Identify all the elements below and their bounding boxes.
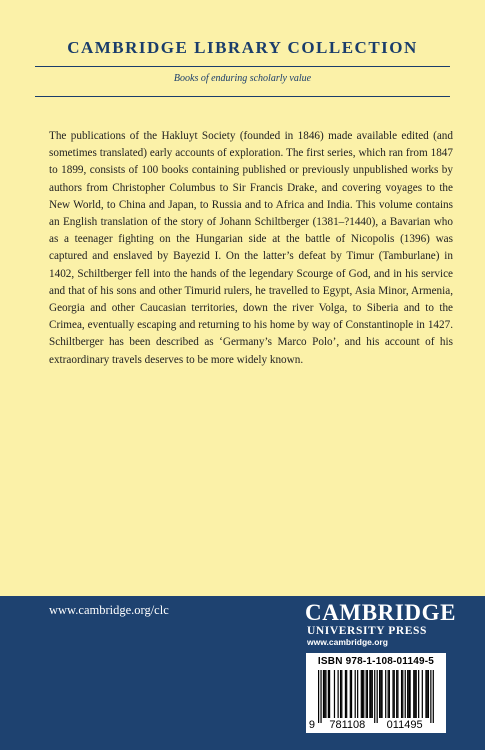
barcode-bar xyxy=(361,670,362,718)
barcode-bar xyxy=(397,670,398,718)
barcode-bar xyxy=(346,670,347,718)
barcode-bar xyxy=(427,670,428,718)
barcode-bar xyxy=(414,670,415,718)
barcode-bar xyxy=(418,670,419,718)
publisher-website-link[interactable]: www.cambridge.org xyxy=(307,637,388,647)
barcode-digit-group: 9 xyxy=(308,719,315,731)
barcode-bar xyxy=(324,670,325,718)
barcode-bar xyxy=(341,670,342,718)
series-tagline: Books of enduring scholarly value xyxy=(173,73,312,84)
barcode-bar xyxy=(389,670,390,718)
barcode-bar xyxy=(363,670,364,718)
barcode-bar xyxy=(338,670,339,718)
barcode-bar xyxy=(350,670,351,718)
barcode-bar xyxy=(433,670,434,723)
barcode-bar xyxy=(318,670,319,723)
barcode-bar xyxy=(416,670,417,718)
barcode-bar xyxy=(369,670,370,718)
barcode-bar xyxy=(355,670,356,718)
barcode-bar xyxy=(380,670,381,718)
barcode-bar xyxy=(425,670,426,718)
barcode-bar xyxy=(407,670,408,718)
barcode-bar xyxy=(405,670,406,718)
barcode-bar xyxy=(396,670,397,718)
series-website-link[interactable]: www.cambridge.org/clc xyxy=(49,603,169,617)
barcode-bar xyxy=(430,670,431,723)
barcode-bar xyxy=(388,670,389,718)
barcode-bar xyxy=(328,670,329,718)
bottom-divider xyxy=(35,96,450,97)
cambridge-university-press-logo xyxy=(305,600,457,647)
barcode-bar xyxy=(351,670,352,718)
top-divider xyxy=(35,66,450,67)
barcode-bar xyxy=(357,670,358,718)
logo-wordmark: CAMBRIDGE xyxy=(305,600,457,625)
barcode-bar xyxy=(381,670,382,718)
barcode-bar xyxy=(379,670,380,718)
isbn-label: ISBN 978-1-108-01149-5 xyxy=(317,656,435,667)
barcode-bar xyxy=(408,670,409,718)
barcode-bar xyxy=(377,670,378,723)
barcode-bar xyxy=(374,670,375,723)
barcode-bar xyxy=(334,670,335,718)
barcode-bar xyxy=(320,670,321,723)
series-title: CAMBRIDGE LIBRARY COLLECTION xyxy=(67,38,418,57)
barcode-bar xyxy=(370,670,371,718)
barcode-bar xyxy=(325,670,326,718)
isbn-barcode-panel xyxy=(306,653,446,733)
barcode-digit-group: 011495 xyxy=(386,719,423,731)
barcode-bar xyxy=(329,670,330,718)
barcode-graphic xyxy=(306,668,446,733)
barcode-bar xyxy=(402,670,403,718)
book-description: The publications of the Hakluyt Society (founded in 1846) made available edited (and sometimes translated) early accounts of exploration. The first series, which ran from 1847 to 1899, consists of 100 books containing published or previously unpublished works by authors from Christopher Columbus to Sir Francis Drake, and covering voyages to the New World, to China and Japan, to Russia and to Africa and India. This volume contains an English translation of the story of Johann Schiltberger (1381–?1440), a Bavarian who as a teenager fighting on the Hungarian side at the battle of Nicopolis (1396) was captured and enslaved by Bayezid I. On the latter’s defeat by Timur (Tamburlane) in 1402, Schiltberger fell into the hands of the legendary Scourge of God, and in his service and that of his sons and other Timurid rulers, he travelled to Egypt, Asia Minor, Armenia, Georgia and other Caucasian territories, down the river Volga, to Siberia and to the Crimea, eventually escaping and returning to his home by way of Constantinople in 1427. Schiltberger has been described as ‘Germany’s Marco Polo’, and his account of his extraordinary travels deserves to be more widely known. xyxy=(49,130,453,366)
barcode-bar xyxy=(367,670,368,718)
logo-subtitle: UNIVERSITY PRESS xyxy=(307,625,428,637)
barcode-bar xyxy=(385,670,386,718)
barcode-bar xyxy=(392,670,393,718)
barcode-bar xyxy=(323,670,324,718)
barcode-bar xyxy=(428,670,429,718)
barcode-bar xyxy=(362,670,363,718)
barcode-bar xyxy=(422,670,423,718)
barcode-bar xyxy=(394,670,395,718)
barcode-bar xyxy=(345,670,346,718)
barcode-bar xyxy=(340,670,341,718)
barcode-digit-group: 781108 xyxy=(329,719,366,731)
barcode-bar xyxy=(410,670,411,718)
barcode-bar xyxy=(401,670,402,718)
barcode-bar xyxy=(366,670,367,718)
barcode-bar xyxy=(413,670,414,718)
barcode-bar xyxy=(372,670,373,718)
